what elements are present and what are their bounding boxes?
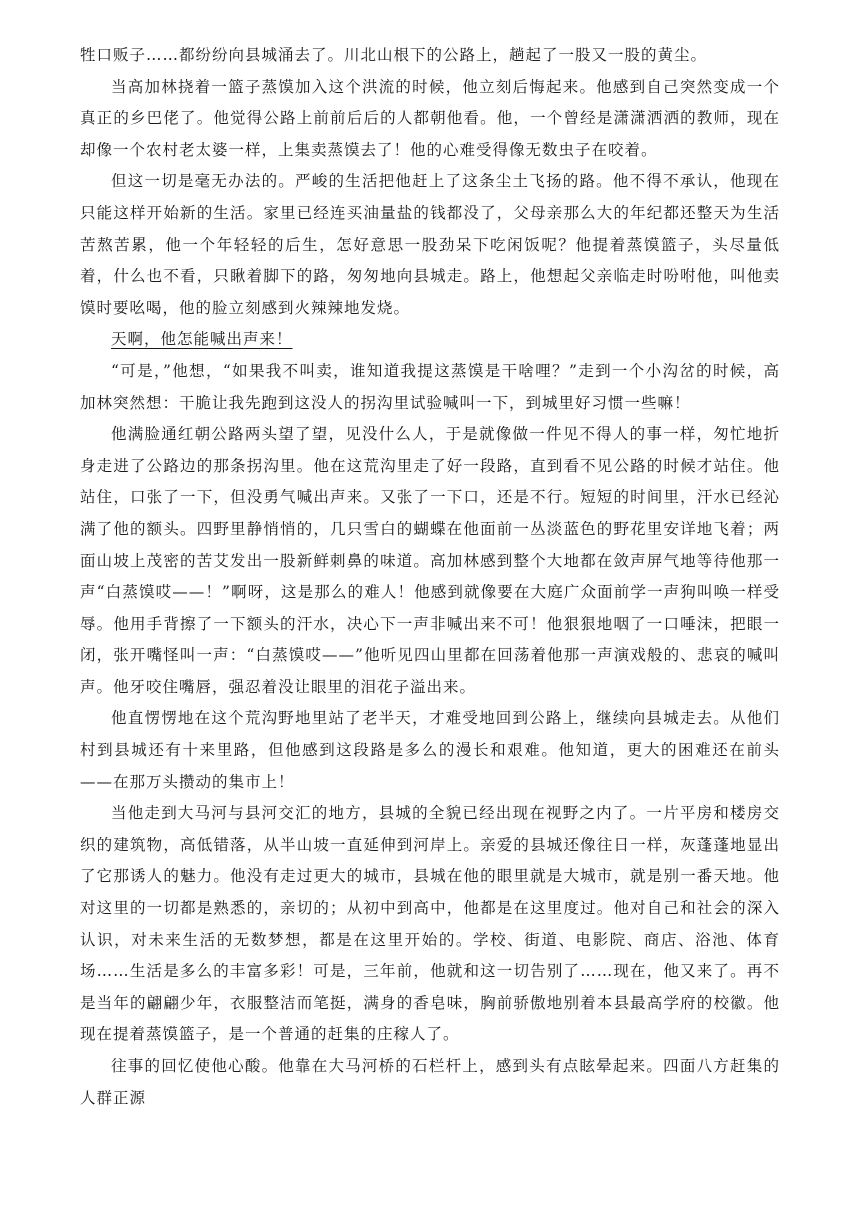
paragraph: 往事的回忆使他心酸。他靠在大马河桥的石栏杆上，感到头有点眩晕起来。四面八方赶集的人群正源 (80, 1057, 780, 1107)
paragraph-underlined (80, 324, 780, 356)
paragraph: “可是，”他想，“如果我不叫卖，谁知道我提这蒸馍是干啥哩？”走到一个小沟岔的时候，高加林突然想：干脆让我先跑到这没人的拐沟里试验喊叫一下，到城里好习惯一些嘛！ (80, 361, 780, 412)
paragraph: 但这一切是毫无办法的。严峻的生活把他赶上了这条尘土飞扬的路。他不得不承认，他现在只能这样开始新的生活。家里已经连买油量盐的钱都没了，父母亲那么大的年纪都还整天为生活苦熬苦累，他一个年轻轻的后生，怎好意思一股劲呆下吃闲饭呢？他提着蒸馍篮子，头尽量低着，什么也不看，只瞅着脚下的路，匆匆地向县城走。路上，他想起父亲临走时吩咐他，叫他卖馍时要吆喝，他的脸立刻感到火辣辣地发烧。 (80, 172, 780, 317)
paragraph: 当高加林挠着一篮子蒸馍加入这个洪流的时候，他立刻后悔起来。他感到自己突然变成一个真正的乡巴佬了。他觉得公路上前前后后的人都朝他看。他，一个曾经是潇潇洒洒的教师，现在却像一个农村老太婆一样，上集卖蒸馍去了！他的心难受得像无数虫子在咬着。 (80, 77, 780, 159)
underlined-sentence: 天啊，他怎能喊出声来！ (111, 330, 293, 349)
paragraph: 牲口贩子……都纷纷向县城涌去了。川北山根下的公路上，趟起了一股又一股的黄尘。 (80, 46, 708, 64)
paragraph: 当他走到大马河与县河交汇的地方，县城的全貌已经出现在视野之内了。一片平房和楼房交织的建筑物，高低错落，从半山坡一直延伸到河岸上。亲爱的县城还像往日一样，灰蓬蓬地显出了它那诱人的魅力。他没有走过更大的城市，县城在他的眼里就是大城市，就是别一番天地。他对这里的一切都是熟悉的，亲切的；从初中到高中，他都是在这里度过。他对自己和社会的深入认识，对未来生活的无数梦想，都是在这里开始的。学校、街道、电影院、商店、浴池、体育场……生活是多么的丰富多彩！可是，三年前，他就和这一切告别了……现在，他又来了。再不是当年的翩翩少年，衣服整洁而笔挺，满身的香皂味，胸前骄傲地别着本县最高学府的校徽。他现在提着蒸馍篮子，是一个普通的赶集的庄稼人了。 (80, 804, 780, 1044)
paragraph: 他满脸通红朝公路两头望了望，见没什么人，于是就像做一件见不得人的事一样，匆忙地折身走进了公路边的那条拐沟里。他在这荒沟里走了好一段路，直到看不见公路的时候才站住。他站住，口张了一下，但没勇气喊出声来。又张了一下口，还是不行。短短的时间里，汗水已经沁满了他的额头。四野里静悄悄的，几只雪白的蝴蝶在他面前一丛淡蓝色的野花里安详地飞着；两面山坡上茂密的苦艾发出一股新鲜刺鼻的味道。高加林感到整个大地都在敛声屏气地等待他那一声“白蒸馍哎——！”啊呀，这是那么的难人！他感到就像要在大庭广众面前学一声狗叫唤一样受辱。他用手背擦了一下额头的汗水，决心下一声非喊出来不可！他狠狠地咽了一口唾沫，把眼一闭，张开嘴怪叫一声：“白蒸馍哎——”他听见四山里都在回荡着他那一声演戏般的、悲哀的喊叫声。他牙咬住嘴唇，强忍着没让眼里的泪花子溢出来。 (80, 425, 780, 696)
paragraph: 他直愣愣地在这个荒沟野地里站了老半天，才难受地回到公路上，继续向县城走去。从他们村到县城还有十来里路，但他感到这段路是多么的漫长和艰难。他知道，更大的困难还在前头——在那万头攒动的集市上！ (80, 709, 780, 791)
